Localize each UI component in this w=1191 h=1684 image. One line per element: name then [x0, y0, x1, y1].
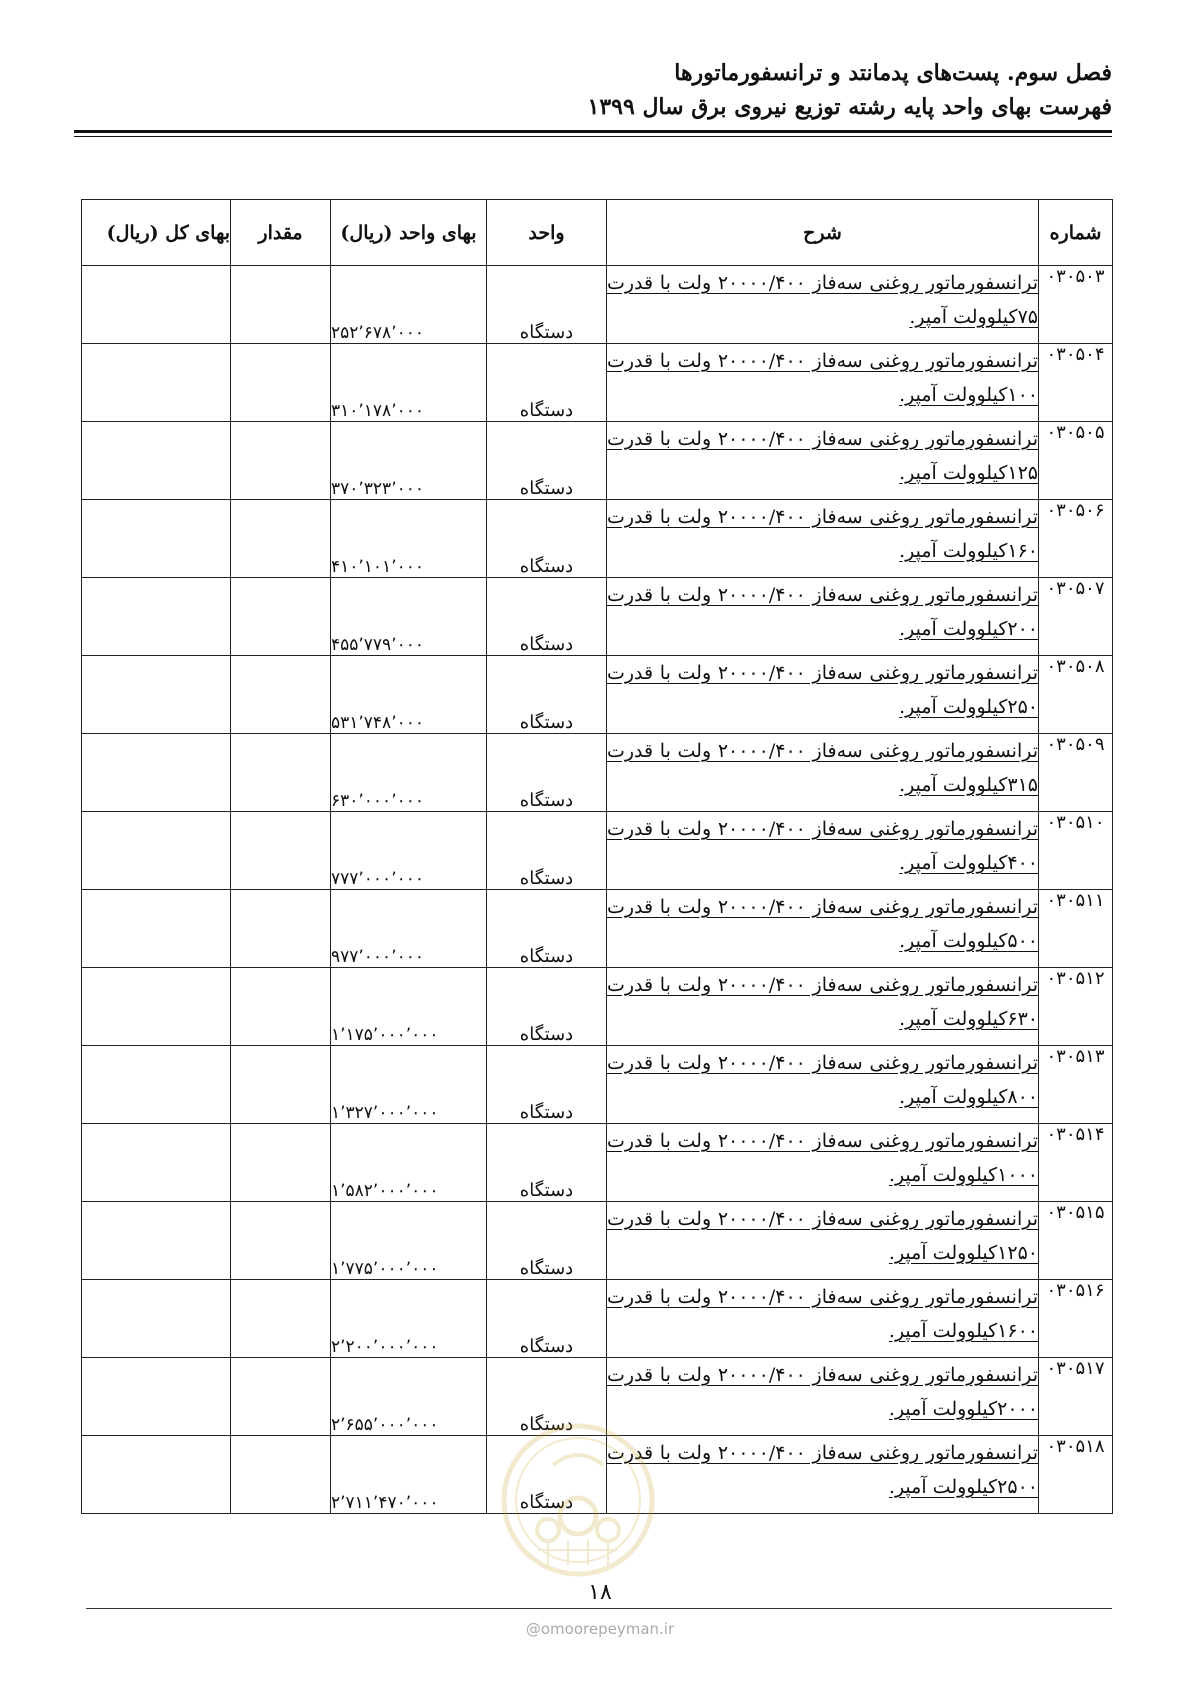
- item-quantity: [231, 1202, 331, 1280]
- item-unit-price: ۴۵۵٬۷۷۹٬۰۰۰: [331, 578, 487, 656]
- item-unit-price: ۳۱۰٬۱۷۸٬۰۰۰: [331, 344, 487, 422]
- item-description: [607, 422, 1039, 500]
- item-total-price: [82, 578, 231, 656]
- col-header-unit: واحد: [487, 200, 607, 266]
- item-unit: دستگاه: [487, 1046, 607, 1124]
- item-code: ۰۳۰۵۰۹: [1039, 734, 1113, 812]
- item-unit-price: ۱٬۵۸۲٬۰۰۰٬۰۰۰: [331, 1124, 487, 1202]
- footer-rule: [86, 1608, 1112, 1609]
- item-description-text: ترانسفورماتور روغنی سه‌فاز ۲۰۰۰۰/۴۰۰ ولت با قدرت ۲۰۰۰کیلوولت آمپر.: [607, 1364, 1038, 1420]
- item-code: ۰۳۰۵۰۸: [1039, 656, 1113, 734]
- item-description: [607, 1124, 1039, 1202]
- item-unit-price: ۳۷۰٬۳۲۳٬۰۰۰: [331, 422, 487, 500]
- item-description: [607, 344, 1039, 422]
- item-unit: دستگاه: [487, 578, 607, 656]
- item-quantity: [231, 266, 331, 344]
- item-code: ۰۳۰۵۱۷: [1039, 1358, 1113, 1436]
- item-quantity: [231, 968, 331, 1046]
- item-unit: دستگاه: [487, 422, 607, 500]
- item-description: [607, 1046, 1039, 1124]
- item-code: ۰۳۰۵۱۰: [1039, 812, 1113, 890]
- item-description: [607, 1202, 1039, 1280]
- item-total-price: [82, 344, 231, 422]
- item-quantity: [231, 500, 331, 578]
- table-row: [82, 344, 1113, 422]
- item-unit: دستگاه: [487, 656, 607, 734]
- item-unit: دستگاه: [487, 890, 607, 968]
- item-total-price: [82, 656, 231, 734]
- item-description-text: ترانسفورماتور روغنی سه‌فاز ۲۰۰۰۰/۴۰۰ ولت با قدرت ۷۵کیلوولت آمپر.: [607, 272, 1038, 328]
- item-quantity: [231, 1124, 331, 1202]
- item-unit: دستگاه: [487, 500, 607, 578]
- item-total-price: [82, 266, 231, 344]
- item-description: [607, 1436, 1039, 1514]
- item-description: [607, 1280, 1039, 1358]
- table-row: [82, 422, 1113, 500]
- item-quantity: [231, 812, 331, 890]
- item-total-price: [82, 890, 231, 968]
- item-unit-price: ۴۱۰٬۱۰۱٬۰۰۰: [331, 500, 487, 578]
- item-code: ۰۳۰۵۰۷: [1039, 578, 1113, 656]
- item-unit-price: ۶۳۰٬۰۰۰٬۰۰۰: [331, 734, 487, 812]
- item-code: ۰۳۰۵۰۳: [1039, 266, 1113, 344]
- item-unit: دستگاه: [487, 734, 607, 812]
- item-unit-price: ۷۷۷٬۰۰۰٬۰۰۰: [331, 812, 487, 890]
- table-row: [82, 1124, 1113, 1202]
- item-description-text: ترانسفورماتور روغنی سه‌فاز ۲۰۰۰۰/۴۰۰ ولت با قدرت ۶۳۰کیلوولت آمپر.: [607, 974, 1038, 1030]
- table-row: [82, 578, 1113, 656]
- item-unit: دستگاه: [487, 1280, 607, 1358]
- item-description: [607, 578, 1039, 656]
- table-row: [82, 266, 1113, 344]
- item-description: [607, 890, 1039, 968]
- header-rule-thick: [74, 130, 1112, 133]
- item-total-price: [82, 1046, 231, 1124]
- item-total-price: [82, 968, 231, 1046]
- table-row: [82, 890, 1113, 968]
- item-description: [607, 1358, 1039, 1436]
- table-row: [82, 656, 1113, 734]
- item-description: [607, 656, 1039, 734]
- item-unit: دستگاه: [487, 812, 607, 890]
- table-row: [82, 1280, 1113, 1358]
- item-quantity: [231, 578, 331, 656]
- table-row: [82, 500, 1113, 578]
- item-code: ۰۳۰۵۱۳: [1039, 1046, 1113, 1124]
- item-description-text: ترانسفورماتور روغنی سه‌فاز ۲۰۰۰۰/۴۰۰ ولت با قدرت ۱۲۵۰کیلوولت آمپر.: [607, 1208, 1038, 1264]
- item-quantity: [231, 734, 331, 812]
- page-header: [74, 56, 1112, 124]
- item-quantity: [231, 1046, 331, 1124]
- item-total-price: [82, 812, 231, 890]
- item-unit-price: ۱٬۳۲۷٬۰۰۰٬۰۰۰: [331, 1046, 487, 1124]
- item-description-text: ترانسفورماتور روغنی سه‌فاز ۲۰۰۰۰/۴۰۰ ولت با قدرت ۵۰۰کیلوولت آمپر.: [607, 896, 1038, 952]
- price-table: [81, 199, 1113, 1514]
- table-row: [82, 1046, 1113, 1124]
- item-unit-price: ۲٬۷۱۱٬۴۷۰٬۰۰۰: [331, 1436, 487, 1514]
- item-total-price: [82, 1202, 231, 1280]
- item-total-price: [82, 500, 231, 578]
- item-description: [607, 968, 1039, 1046]
- item-total-price: [82, 1436, 231, 1514]
- item-unit-price: ۱٬۱۷۵٬۰۰۰٬۰۰۰: [331, 968, 487, 1046]
- item-unit: دستگاه: [487, 344, 607, 422]
- item-total-price: [82, 1358, 231, 1436]
- item-description: [607, 812, 1039, 890]
- table-row: [82, 968, 1113, 1046]
- item-description-text: ترانسفورماتور روغنی سه‌فاز ۲۰۰۰۰/۴۰۰ ولت با قدرت ۳۱۵کیلوولت آمپر.: [607, 740, 1038, 796]
- col-header-code: شماره: [1039, 200, 1113, 266]
- item-total-price: [82, 422, 231, 500]
- table-row: [82, 1202, 1113, 1280]
- item-unit-price: ۲٬۲۰۰٬۰۰۰٬۰۰۰: [331, 1280, 487, 1358]
- item-quantity: [231, 656, 331, 734]
- item-quantity: [231, 890, 331, 968]
- table-header-row: [82, 200, 1113, 266]
- col-header-total: بهای کل (ریال): [82, 200, 231, 266]
- item-unit: دستگاه: [487, 1124, 607, 1202]
- item-unit-price: ۹۷۷٬۰۰۰٬۰۰۰: [331, 890, 487, 968]
- item-description-text: ترانسفورماتور روغنی سه‌فاز ۲۰۰۰۰/۴۰۰ ولت با قدرت ۱۶۰کیلوولت آمپر.: [607, 506, 1038, 562]
- item-unit: دستگاه: [487, 1358, 607, 1436]
- item-quantity: [231, 422, 331, 500]
- item-description-text: ترانسفورماتور روغنی سه‌فاز ۲۰۰۰۰/۴۰۰ ولت با قدرت ۱۶۰۰کیلوولت آمپر.: [607, 1286, 1038, 1342]
- chapter-title: فصل سوم. پست‌های پدمانتد و ترانسفورماتورها: [674, 60, 1112, 86]
- item-quantity: [231, 1436, 331, 1514]
- item-code: ۰۳۰۵۱۸: [1039, 1436, 1113, 1514]
- header-rule-thin: [74, 136, 1112, 137]
- item-description-text: ترانسفورماتور روغنی سه‌فاز ۲۰۰۰۰/۴۰۰ ولت با قدرت ۸۰۰کیلوولت آمپر.: [607, 1052, 1038, 1108]
- item-unit-price: ۲٬۶۵۵٬۰۰۰٬۰۰۰: [331, 1358, 487, 1436]
- item-description-text: ترانسفورماتور روغنی سه‌فاز ۲۰۰۰۰/۴۰۰ ولت با قدرت ۱۰۰۰کیلوولت آمپر.: [607, 1130, 1038, 1186]
- item-quantity: [231, 344, 331, 422]
- item-description-text: ترانسفورماتور روغنی سه‌فاز ۲۰۰۰۰/۴۰۰ ولت با قدرت ۲۵۰۰کیلوولت آمپر.: [607, 1442, 1038, 1498]
- table-row: [82, 734, 1113, 812]
- item-description-text: ترانسفورماتور روغنی سه‌فاز ۲۰۰۰۰/۴۰۰ ولت با قدرت ۱۲۵کیلوولت آمپر.: [607, 428, 1038, 484]
- item-total-price: [82, 734, 231, 812]
- page-number: ۱۸: [588, 1580, 612, 1605]
- item-description-text: ترانسفورماتور روغنی سه‌فاز ۲۰۰۰۰/۴۰۰ ولت با قدرت ۱۰۰کیلوولت آمپر.: [607, 350, 1038, 406]
- item-description-text: ترانسفورماتور روغنی سه‌فاز ۲۰۰۰۰/۴۰۰ ولت با قدرت ۲۵۰کیلوولت آمپر.: [607, 662, 1038, 718]
- item-description: [607, 266, 1039, 344]
- item-total-price: [82, 1280, 231, 1358]
- item-unit: دستگاه: [487, 266, 607, 344]
- item-code: ۰۳۰۵۱۴: [1039, 1124, 1113, 1202]
- document-title: فهرست بهای واحد پایه رشته توزیع نیروی برق سال ۱۳۹۹: [587, 94, 1112, 120]
- table-row: [82, 812, 1113, 890]
- item-unit-price: ۵۳۱٬۷۴۸٬۰۰۰: [331, 656, 487, 734]
- site-watermark: @omoorepeyman.ir: [525, 1620, 675, 1638]
- item-unit: دستگاه: [487, 1202, 607, 1280]
- item-code: ۰۳۰۵۰۵: [1039, 422, 1113, 500]
- item-code: ۰۳۰۵۰۶: [1039, 500, 1113, 578]
- col-header-qty: مقدار: [231, 200, 331, 266]
- col-header-desc: شرح: [607, 200, 1039, 266]
- item-total-price: [82, 1124, 231, 1202]
- item-code: ۰۳۰۵۱۲: [1039, 968, 1113, 1046]
- item-unit-price: ۱٬۷۷۵٬۰۰۰٬۰۰۰: [331, 1202, 487, 1280]
- item-quantity: [231, 1280, 331, 1358]
- seal-watermark-icon: [498, 1420, 658, 1580]
- item-quantity: [231, 1358, 331, 1436]
- item-code: ۰۳۰۵۱۱: [1039, 890, 1113, 968]
- item-description-text: ترانسفورماتور روغنی سه‌فاز ۲۰۰۰۰/۴۰۰ ولت با قدرت ۲۰۰کیلوولت آمپر.: [607, 584, 1038, 640]
- item-description-text: ترانسفورماتور روغنی سه‌فاز ۲۰۰۰۰/۴۰۰ ولت با قدرت ۴۰۰کیلوولت آمپر.: [607, 818, 1038, 874]
- item-unit-price: ۲۵۲٬۶۷۸٬۰۰۰: [331, 266, 487, 344]
- col-header-unit-price: بهای واحد (ریال): [331, 200, 487, 266]
- item-unit: دستگاه: [487, 968, 607, 1046]
- item-code: ۰۳۰۵۰۴: [1039, 344, 1113, 422]
- item-description: [607, 500, 1039, 578]
- item-code: ۰۳۰۵۱۵: [1039, 1202, 1113, 1280]
- item-description: [607, 734, 1039, 812]
- item-unit: دستگاه: [487, 1436, 607, 1514]
- item-code: ۰۳۰۵۱۶: [1039, 1280, 1113, 1358]
